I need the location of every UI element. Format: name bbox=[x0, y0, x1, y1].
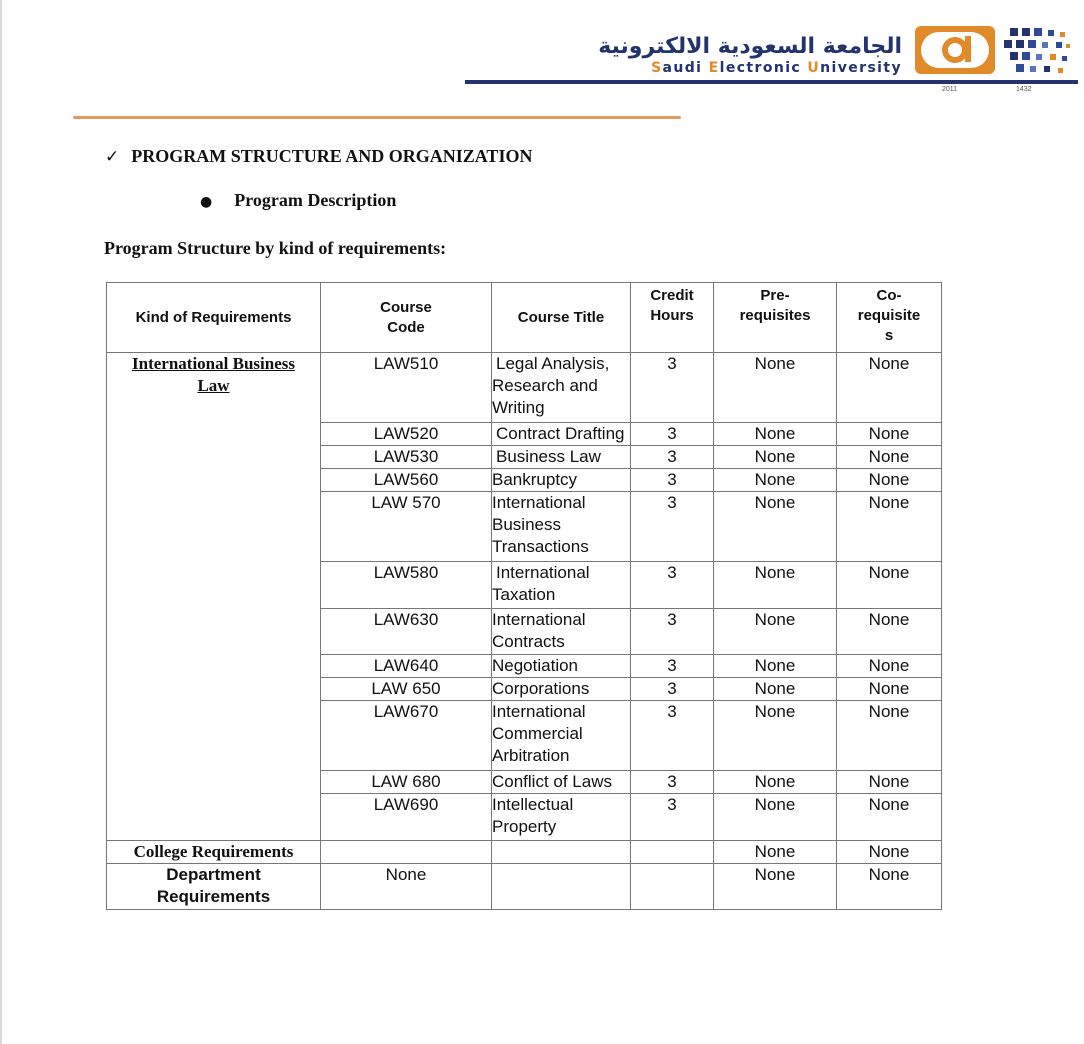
course-title-line: International bbox=[496, 563, 590, 582]
corequisites: None bbox=[837, 655, 942, 678]
course-code: LAW560 bbox=[321, 469, 492, 492]
corequisites: None bbox=[837, 423, 942, 446]
course-title-line: Conflict of Laws bbox=[492, 772, 612, 791]
prerequisites: None bbox=[714, 562, 837, 609]
course-code: LAW530 bbox=[321, 446, 492, 469]
page-edge bbox=[0, 0, 2, 1044]
credit-hours: 3 bbox=[631, 794, 714, 841]
course-title bbox=[492, 492, 631, 562]
header-divider bbox=[73, 116, 681, 119]
course-title-line: Contracts bbox=[492, 632, 565, 651]
prerequisites: None bbox=[714, 469, 837, 492]
logo-at-mark-icon bbox=[915, 26, 995, 74]
prerequisites: None bbox=[714, 353, 837, 423]
bullet-icon: ● bbox=[200, 194, 213, 210]
course-title-line: Transactions bbox=[492, 537, 589, 556]
course-title-line: International bbox=[492, 493, 586, 512]
course-title-line: International bbox=[492, 702, 586, 721]
course-title-line: Intellectual bbox=[492, 795, 574, 814]
header-credit-hours: Credit Hours bbox=[631, 283, 714, 353]
header-corequisites: Co- requisite s bbox=[837, 283, 942, 353]
prerequisites: None bbox=[714, 492, 837, 562]
course-title-line: Research and bbox=[492, 376, 598, 395]
department-code: None bbox=[321, 864, 492, 910]
course-title-line: Legal Analysis, bbox=[496, 354, 610, 373]
logo-english-name: Saudi Electronic University bbox=[651, 60, 902, 76]
course-code: LAW 570 bbox=[321, 492, 492, 562]
course-title-line: Contract Drafting bbox=[496, 424, 625, 443]
credit-hours: 3 bbox=[631, 771, 714, 794]
course-title bbox=[492, 353, 631, 423]
college-row bbox=[107, 841, 942, 864]
course-title-line: Business bbox=[492, 515, 561, 534]
logo-arabic-name: الجامعة السعودية الالكترونية bbox=[598, 34, 902, 59]
header-row bbox=[107, 283, 942, 353]
course-code: LAW520 bbox=[321, 423, 492, 446]
course-title-line: Corporations bbox=[492, 679, 590, 698]
corequisites: None bbox=[837, 446, 942, 469]
college-co: None bbox=[837, 841, 942, 864]
section-heading-text: PROGRAM STRUCTURE AND ORGANIZATION bbox=[131, 146, 533, 166]
credit-hours: 3 bbox=[631, 492, 714, 562]
logo-year-hijri: 1432 bbox=[1016, 86, 1032, 93]
course-title-line: Taxation bbox=[492, 585, 556, 604]
credit-hours: 3 bbox=[631, 655, 714, 678]
course-title-line: Bankruptcy bbox=[492, 470, 578, 489]
course-title bbox=[492, 423, 631, 446]
course-title bbox=[492, 794, 631, 841]
college-label: College Requirements bbox=[107, 841, 321, 864]
course-code: LAW690 bbox=[321, 794, 492, 841]
prerequisites: None bbox=[714, 609, 837, 655]
department-co: None bbox=[837, 864, 942, 910]
prerequisites: None bbox=[714, 423, 837, 446]
credit-hours: 3 bbox=[631, 353, 714, 423]
course-title bbox=[492, 701, 631, 771]
credit-hours: 3 bbox=[631, 678, 714, 701]
corequisites: None bbox=[837, 609, 942, 655]
check-icon: ✓ bbox=[105, 147, 120, 167]
header-course-code: Course Code bbox=[321, 283, 492, 353]
course-title bbox=[492, 655, 631, 678]
course-title-line: Business Law bbox=[496, 447, 601, 466]
department-row bbox=[107, 864, 942, 910]
course-code: LAW640 bbox=[321, 655, 492, 678]
prerequisites: None bbox=[714, 446, 837, 469]
course-title-line: Property bbox=[492, 817, 557, 836]
course-code: LAW 680 bbox=[321, 771, 492, 794]
course-title-line: Writing bbox=[492, 398, 545, 417]
course-code: LAW580 bbox=[321, 562, 492, 609]
header-prerequisites: Pre- requisites bbox=[714, 283, 837, 353]
table-row bbox=[107, 353, 942, 423]
corequisites: None bbox=[837, 794, 942, 841]
credit-hours: 3 bbox=[631, 446, 714, 469]
logo-divider bbox=[465, 80, 1078, 84]
prerequisites: None bbox=[714, 771, 837, 794]
credit-hours: 3 bbox=[631, 423, 714, 446]
prerequisites: None bbox=[714, 655, 837, 678]
logo-pixel-pattern-icon bbox=[1000, 24, 1074, 82]
course-title bbox=[492, 609, 631, 655]
corequisites: None bbox=[837, 701, 942, 771]
corequisites: None bbox=[837, 353, 942, 423]
course-title bbox=[492, 469, 631, 492]
course-title-line: Commercial bbox=[492, 724, 583, 743]
corequisites: None bbox=[837, 678, 942, 701]
department-pre: None bbox=[714, 864, 837, 910]
header-kind: Kind of Requirements bbox=[107, 283, 321, 353]
subheading bbox=[200, 190, 396, 211]
course-code: LAW510 bbox=[321, 353, 492, 423]
logo-year-gregorian: 2011 bbox=[942, 86, 958, 93]
course-code: LAW 650 bbox=[321, 678, 492, 701]
department-label: Department Requirements bbox=[107, 864, 321, 910]
course-code: LAW630 bbox=[321, 609, 492, 655]
course-code: LAW670 bbox=[321, 701, 492, 771]
course-title bbox=[492, 562, 631, 609]
course-title-line: Negotiation bbox=[492, 656, 579, 675]
credit-hours: 3 bbox=[631, 701, 714, 771]
subheading-text: Program Description bbox=[234, 190, 397, 210]
header-course-title: Course Title bbox=[492, 283, 631, 353]
course-title bbox=[492, 446, 631, 469]
course-title bbox=[492, 771, 631, 794]
requirements-table bbox=[106, 282, 942, 910]
prerequisites: None bbox=[714, 794, 837, 841]
corequisites: None bbox=[837, 492, 942, 562]
prerequisites: None bbox=[714, 701, 837, 771]
corequisites: None bbox=[837, 771, 942, 794]
group-label: International Business Law bbox=[107, 353, 321, 841]
corequisites: None bbox=[837, 469, 942, 492]
credit-hours: 3 bbox=[631, 469, 714, 492]
credit-hours: 3 bbox=[631, 609, 714, 655]
prerequisites: None bbox=[714, 678, 837, 701]
college-pre: None bbox=[714, 841, 837, 864]
structure-title: Program Structure by kind of requirements: bbox=[104, 238, 447, 258]
corequisites: None bbox=[837, 562, 942, 609]
course-title-line: International bbox=[492, 610, 586, 629]
course-title bbox=[492, 678, 631, 701]
section-heading bbox=[105, 146, 532, 167]
credit-hours: 3 bbox=[631, 562, 714, 609]
course-title-line: Arbitration bbox=[492, 746, 570, 765]
